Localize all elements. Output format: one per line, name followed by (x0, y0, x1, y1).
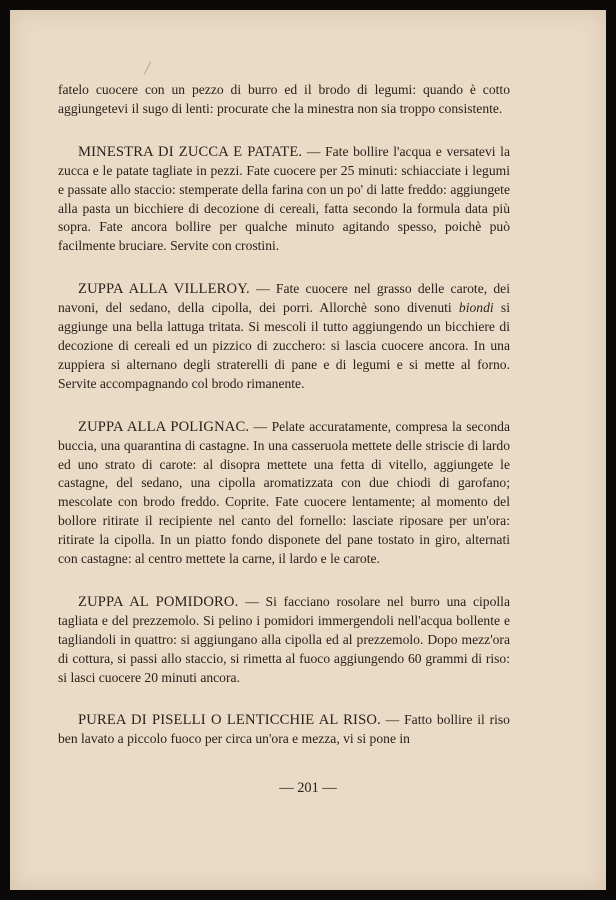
recipe-zuppa-villeroy (58, 280, 510, 393)
book-page (10, 10, 606, 890)
recipe-title: ZUPPA ALLA POLIGNAC. (78, 418, 250, 435)
pencil-mark (144, 62, 151, 75)
recipe-body: — Si facciano rosolare nel burro una cipolla tagliata e del prezzemolo. Si pelino i pomidori immergendoli nell'acqua bollente e tagliandoli in quattro: si aggiungano alla cipolla ed al prezzemolo. Dopo mezz'ora di cottura, si passi allo staccio, si rimetta al fuoco aggiungendo 60 grammi di riso: si lasci cuocere 20 minuti ancora. (58, 593, 510, 685)
recipe-body: — Pelate accuratamente, compresa la seconda buccia, una quarantina di castagne. In una casseruola mettete delle striscie di lardo ed uno strato di carote: al disopra mettete una fetta di vitello, aggiungete le castagne, del sedano, una cipolla aromatizzata con due chiodi di garofano; mescolate con brodo freddo. Coprite. Fate cuocere lentamente; al momento del bollore ritirate il recipiente nel canto del fornello: lasciate riposare per un'ora: ritirate la cipolla. In un piatto fondo disponete del pane tostato in giro, alternati con castagne: al centro mettete la carne, il lardo e le carote. (58, 418, 510, 567)
recipe-body: — Fatto bollire il riso ben lavato a piccolo fuoco per circa un'ora e mezza, vi si pone in (58, 712, 510, 747)
page-number: — 201 — (279, 780, 337, 796)
recipe-body-part1: — Fate cuocere nel grasso delle carote, dei navoni, del sedano, della cipolla, dei porri. Allorchè sono divenuti (58, 281, 510, 316)
recipe-body-italic: biondi (458, 300, 494, 316)
recipe-title: MINESTRA DI ZUCCA E PATATE. (78, 143, 303, 160)
recipe-body-part2: si aggiunge una bella lattuga tritata. Si mescoli il tutto aggiungendo un bicchiere di decozione di cereali ed un pizzico di zucchero: si lascia cuocere ancora. In una zuppiera si alternano degli straterelli di pane e di legumi e si mette al forno. Servite accompagnando col brodo rimanente. (58, 300, 510, 391)
recipe-zuppa-pomidoro (58, 593, 510, 688)
recipe-title: ZUPPA AL POMIDORO. (78, 593, 239, 610)
recipe-text (58, 81, 510, 749)
recipe-body: — Fate bollire l'acqua e versatevi la zucca e le patate tagliate in pezzi. Fate cuocere per 25 minuti: schiacciate i legumi e passate allo staccio: stemperate della farina con un po' di latte freddo: aggiungete alla pasta un bicchiere di decozione di cereali, fatta secondo la formula data più sopra. Fate ancora bollire per qualche minuto agitando spesso, poichè può facilmente bruciare. Servite con crostini. (58, 143, 510, 254)
recipe-title: PUREA DI PISELLI O LENTICCHIE AL RISO. (78, 712, 381, 729)
recipe-title: ZUPPA ALLA VILLEROY. (78, 281, 250, 298)
recipe-purea-piselli-lenticchie (58, 711, 510, 749)
intro-paragraph: fatelo cuocere con un pezzo di burro ed il brodo di legumi: quando è cotto aggiungetevi il sugo di lenti: procurate che la minestra non sia troppo consistente. (58, 82, 510, 116)
recipe-zuppa-polignac (58, 418, 510, 569)
recipe-minestra-zucca-patate (58, 143, 510, 256)
